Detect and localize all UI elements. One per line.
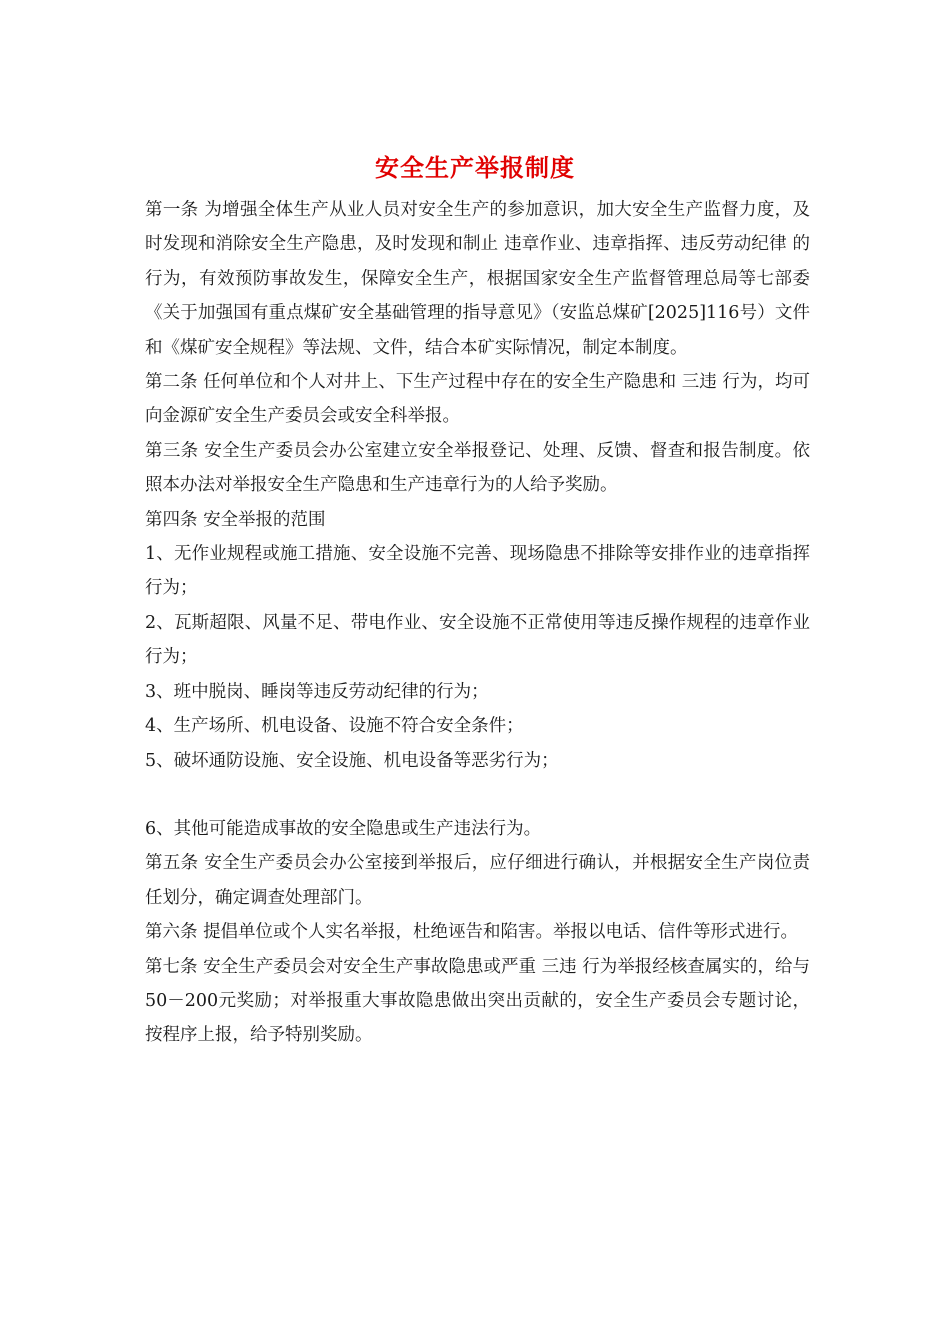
article-4-heading: 第四条 安全举报的范围 — [145, 509, 326, 530]
list-item: 6、其他可能造成事故的安全隐患或生产违法行为。 — [145, 818, 542, 839]
article-5: 第五条 安全生产委员会办公室接到举报后，应仔细进行确认，并根据安全生产岗位责任划分，确定调查处理部门。 — [145, 853, 810, 908]
document-body — [145, 193, 810, 1053]
article-2: 第二条 任何单位和个人对井上、下生产过程中存在的安全生产隐患和 三违 行为，均可向金源矿安全生产委员会或安全科举报。 — [145, 372, 810, 427]
document-title: 安全生产举报制度 — [375, 153, 575, 182]
list-item: 2、瓦斯超限、风量不足、带电作业、安全设施不正常使用等违反操作规程的违章作业行为； — [145, 612, 810, 668]
article-3: 第三条 安全生产委员会办公室建立安全举报登记、处理、反馈、督查和报告制度。依照本办法对举报安全生产隐患和生产违章行为的人给予奖励。 — [145, 440, 810, 496]
list-item: 3、班中脱岗、睡岗等违反劳动纪律的行为； — [145, 681, 489, 702]
article-6: 第六条 提倡单位或个人实名举报，杜绝诬告和陷害。举报以电话、信件等形式进行。 — [145, 922, 799, 943]
list-item: 5、破坏通防设施、安全设施、机电设备等恶劣行为； — [145, 750, 559, 771]
blank-line — [145, 778, 810, 812]
list-item: 1、无作业规程或施工措施、安全设施不完善、现场隐患不排除等安排作业的违章指挥行为； — [145, 544, 810, 599]
article-7: 第七条 安全生产委员会对安全生产事故隐患或严重 三违 行为举报经核查属实的，给与50－200元奖励；对举报重大事故隐患做出突出贡献的，安全生产委员会专题讨论，按程序上报，给予特别奖励。 — [145, 956, 810, 1046]
list-item: 4、生产场所、机电设备、设施不符合安全条件； — [145, 716, 524, 737]
article-1: 第一条 为增强全体生产从业人员对安全生产的参加意识，加大安全生产监督力度，及时发现和消除安全生产隐患，及时发现和制止 违章作业、违章指挥、违反劳动纪律 的行为，有效预防事故发生，保障安全生产，根据国家安全生产监督管理总局等七部委《关于加强国有重点煤矿安全基础管理的指导意见》（安监总煤矿[2025]116号）文件和《煤矿安全规程》等法规、文件，结合本矿实际情况，制定本制度。 — [145, 200, 810, 358]
